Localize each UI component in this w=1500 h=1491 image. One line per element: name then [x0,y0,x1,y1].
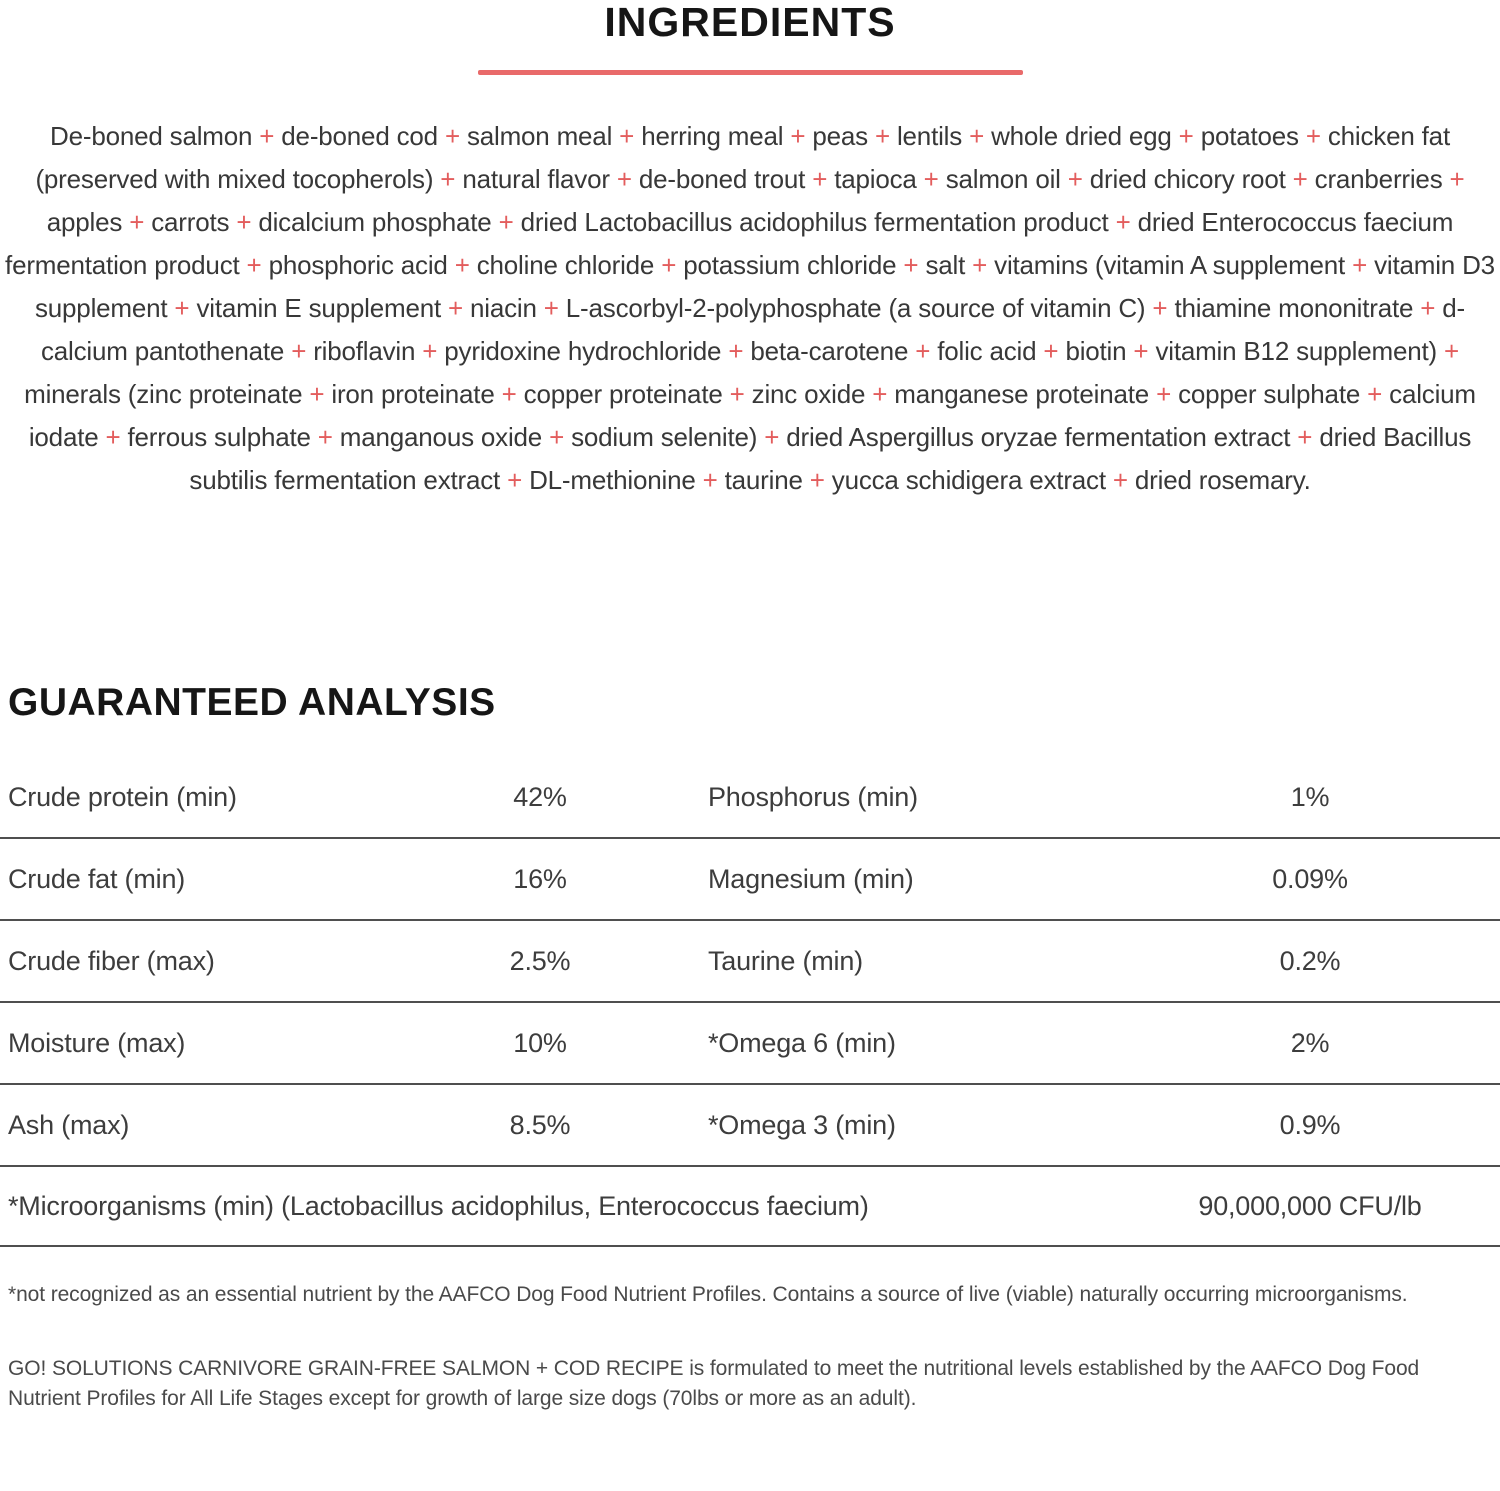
ingredient-item: yucca schidigera extract [831,465,1106,495]
nutrient-value: 0.09% [1272,863,1348,894]
plus-separator-icon: + [1298,121,1328,151]
plus-separator-icon: + [415,336,445,366]
nutrient-label: *Omega 3 (min) [708,1109,896,1140]
ingredient-item: folic acid [937,336,1037,366]
plus-separator-icon: + [433,164,463,194]
plus-separator-icon: + [1360,379,1390,409]
ingredient-item: sodium selenite) [571,422,758,452]
analysis-row-microorganisms [0,1167,1500,1247]
ingredient-item: vitamin B12 supplement) [1155,336,1437,366]
ingredient-item: de-boned trout [638,164,806,194]
plus-separator-icon: + [1036,336,1066,366]
ingredient-item: natural flavor [462,164,610,194]
plus-separator-icon: + [1171,121,1201,151]
nutrient-label: Phosphorus (min) [708,781,918,812]
plus-separator-icon: + [437,121,467,151]
ingredient-item: de-boned cod [281,121,438,151]
nutrient-value: 10% [513,1027,567,1058]
plus-separator-icon: + [310,422,340,452]
analysis-row [0,757,1500,839]
ingredient-item: salt [925,250,966,280]
ingredient-item: vitamins (vitamin A supplement [994,250,1346,280]
nutrient-value: 2.5% [509,945,571,976]
plus-separator-icon: + [98,422,128,452]
nutrient-value: 16% [513,863,567,894]
plus-separator-icon: + [867,121,897,151]
ingredient-item: copper proteinate [523,379,723,409]
plus-separator-icon: + [612,121,642,151]
ingredient-item: taurine [724,465,803,495]
plus-separator-icon: + [916,164,946,194]
footnotes-section [0,1280,1500,1414]
ingredient-item: carrots [151,207,230,237]
ingredient-item: apples [46,207,123,237]
plus-separator-icon: + [302,379,332,409]
plus-separator-icon: + [805,164,835,194]
nutrient-value: 0.2% [1279,945,1341,976]
ingredient-item: ferrous sulphate [127,422,311,452]
analysis-table [0,757,1500,1247]
plus-separator-icon: + [1345,250,1375,280]
plus-separator-icon: + [252,121,282,151]
nutrient-value: 2% [1290,1027,1330,1058]
ingredient-item: salmon meal [466,121,613,151]
red-divider [478,70,1023,75]
ingredient-item: dried Bacillus subtilis fermentation extract [189,422,1472,495]
ingredients-text [0,115,1500,502]
ingredient-item: biotin [1065,336,1127,366]
ingredient-item: tapioca [834,164,917,194]
ingredient-item: zinc oxide [751,379,866,409]
plus-separator-icon: + [1436,336,1459,366]
ingredient-item: iron proteinate [331,379,495,409]
plus-separator-icon: + [695,465,725,495]
ingredient-item: calcium iodate [28,379,1476,452]
plus-separator-icon: + [1126,336,1156,366]
nutrient-label: Crude fiber (max) [8,945,215,976]
ingredient-item: manganese proteinate [894,379,1150,409]
ingredient-item: riboflavin [313,336,416,366]
ingredient-item: dried chicory root [1089,164,1286,194]
ingredient-item: manganous oxide [339,422,543,452]
plus-separator-icon: + [1285,164,1315,194]
ingredient-item: DL-methionine [529,465,696,495]
nutrient-label: Crude protein (min) [8,781,237,812]
ingredient-item: potatoes [1200,121,1299,151]
plus-separator-icon: + [491,207,521,237]
ingredient-item: minerals (zinc proteinate [24,379,303,409]
plus-separator-icon: + [1413,293,1443,323]
ingredient-item: chicken fat (preserved with mixed tocopherols) [35,121,1450,194]
ingredient-item: beta-carotene [750,336,909,366]
ingredient-item: potassium chloride [683,250,897,280]
plus-separator-icon: + [865,379,895,409]
plus-separator-icon: + [896,250,926,280]
ingredient-item: herring meal [641,121,784,151]
ingredients-title: INGREDIENTS [604,0,896,45]
ingredient-item: whole dried egg [991,121,1172,151]
ingredient-item: lentils [896,121,963,151]
nutrient-value: 0.9% [1279,1109,1341,1140]
plus-separator-icon: + [542,422,572,452]
nutrient-label: *Microorganisms (min) (Lactobacillus acidophilus, Enterococcus faecium) [8,1190,869,1221]
plus-separator-icon: + [1149,379,1179,409]
analysis-row [0,1085,1500,1167]
guaranteed-analysis-title: GUARANTEED ANALYSIS [8,681,496,724]
plus-separator-icon: + [721,336,751,366]
ingredient-item: dried Lactobacillus acidophilus fermentation product [520,207,1109,237]
plus-separator-icon: + [1105,465,1135,495]
nutrient-value: 1% [1290,781,1330,812]
footnote-formulation-statement: GO! SOLUTIONS CARNIVORE GRAIN-FREE SALMON + COD RECIPE is formulated to meet the nutritional levels established by the AAFCO Dog Food Nutrient Profiles for All Life Stages except for growth of large size dogs (70lbs or more as an adult). [8,1357,1420,1410]
plus-separator-icon: + [1442,164,1465,194]
nutrient-value: 8.5% [509,1109,571,1140]
ingredient-item: peas [812,121,868,151]
ingredient-item: niacin [470,293,537,323]
ingredient-item: d-calcium pantothenate [41,293,1465,366]
ingredient-item: choline chloride [476,250,655,280]
nutrient-label: Taurine (min) [708,945,863,976]
plus-separator-icon: + [962,121,992,151]
ingredient-item: vitamin D3 supplement [34,250,1495,323]
ingredient-item: dried rosemary. [1134,465,1311,495]
footnote-aafco-nutrient: *not recognized as an essential nutrient by the AAFCO Dog Food Nutrient Profiles. Contains a source of live (viable) naturally occurring microorganisms. [8,1283,1408,1306]
ingredient-item: pyridoxine hydrochloride [444,336,722,366]
ingredient-item: thiamine mononitrate [1174,293,1414,323]
ingredient-item: cranberries [1314,164,1443,194]
plus-separator-icon: + [1145,293,1175,323]
ingredient-item: L-ascorbyl-2-polyphosphate (a source of vitamin C) [565,293,1146,323]
plus-separator-icon: + [1108,207,1138,237]
plus-separator-icon: + [239,250,269,280]
plus-separator-icon: + [167,293,197,323]
analysis-row [0,1003,1500,1085]
plus-separator-icon: + [965,250,995,280]
analysis-row [0,839,1500,921]
nutrient-label: Crude fat (min) [8,863,186,894]
guaranteed-analysis-section [0,682,1500,1247]
analysis-row [0,921,1500,1003]
plus-separator-icon: + [908,336,938,366]
nutrient-label: *Omega 6 (min) [708,1027,896,1058]
ingredients-section [0,0,1500,502]
plus-separator-icon: + [229,207,259,237]
plus-separator-icon: + [494,379,524,409]
nutrient-value: 90,000,000 CFU/lb [1198,1190,1422,1221]
plus-separator-icon: + [802,465,832,495]
nutrient-label: Moisture (max) [8,1027,186,1058]
plus-separator-icon: + [722,379,752,409]
ingredient-item: De-boned salmon [50,121,253,151]
ingredient-item: phosphoric acid [268,250,448,280]
plus-separator-icon: + [447,250,477,280]
nutrient-value: 42% [513,781,567,812]
plus-separator-icon: + [1290,422,1320,452]
ingredient-item: dicalcium phosphate [258,207,492,237]
plus-separator-icon: + [284,336,314,366]
nutrient-label: Ash (max) [8,1109,130,1140]
ingredient-item: salmon oil [945,164,1061,194]
ingredient-item: vitamin E supplement [196,293,441,323]
ingredient-item: copper sulphate [1178,379,1361,409]
plus-separator-icon: + [783,121,813,151]
plus-separator-icon: + [757,422,787,452]
ingredient-item: dried Aspergillus oryzae fermentation extract [786,422,1291,452]
plus-separator-icon: + [609,164,639,194]
plus-separator-icon: + [500,465,530,495]
plus-separator-icon: + [1060,164,1090,194]
plus-separator-icon: + [122,207,152,237]
plus-separator-icon: + [441,293,471,323]
plus-separator-icon: + [536,293,566,323]
plus-separator-icon: + [654,250,684,280]
ingredient-item: dried Enterococcus faecium fermentation product [5,207,1454,280]
nutrient-label: Magnesium (min) [708,863,914,894]
